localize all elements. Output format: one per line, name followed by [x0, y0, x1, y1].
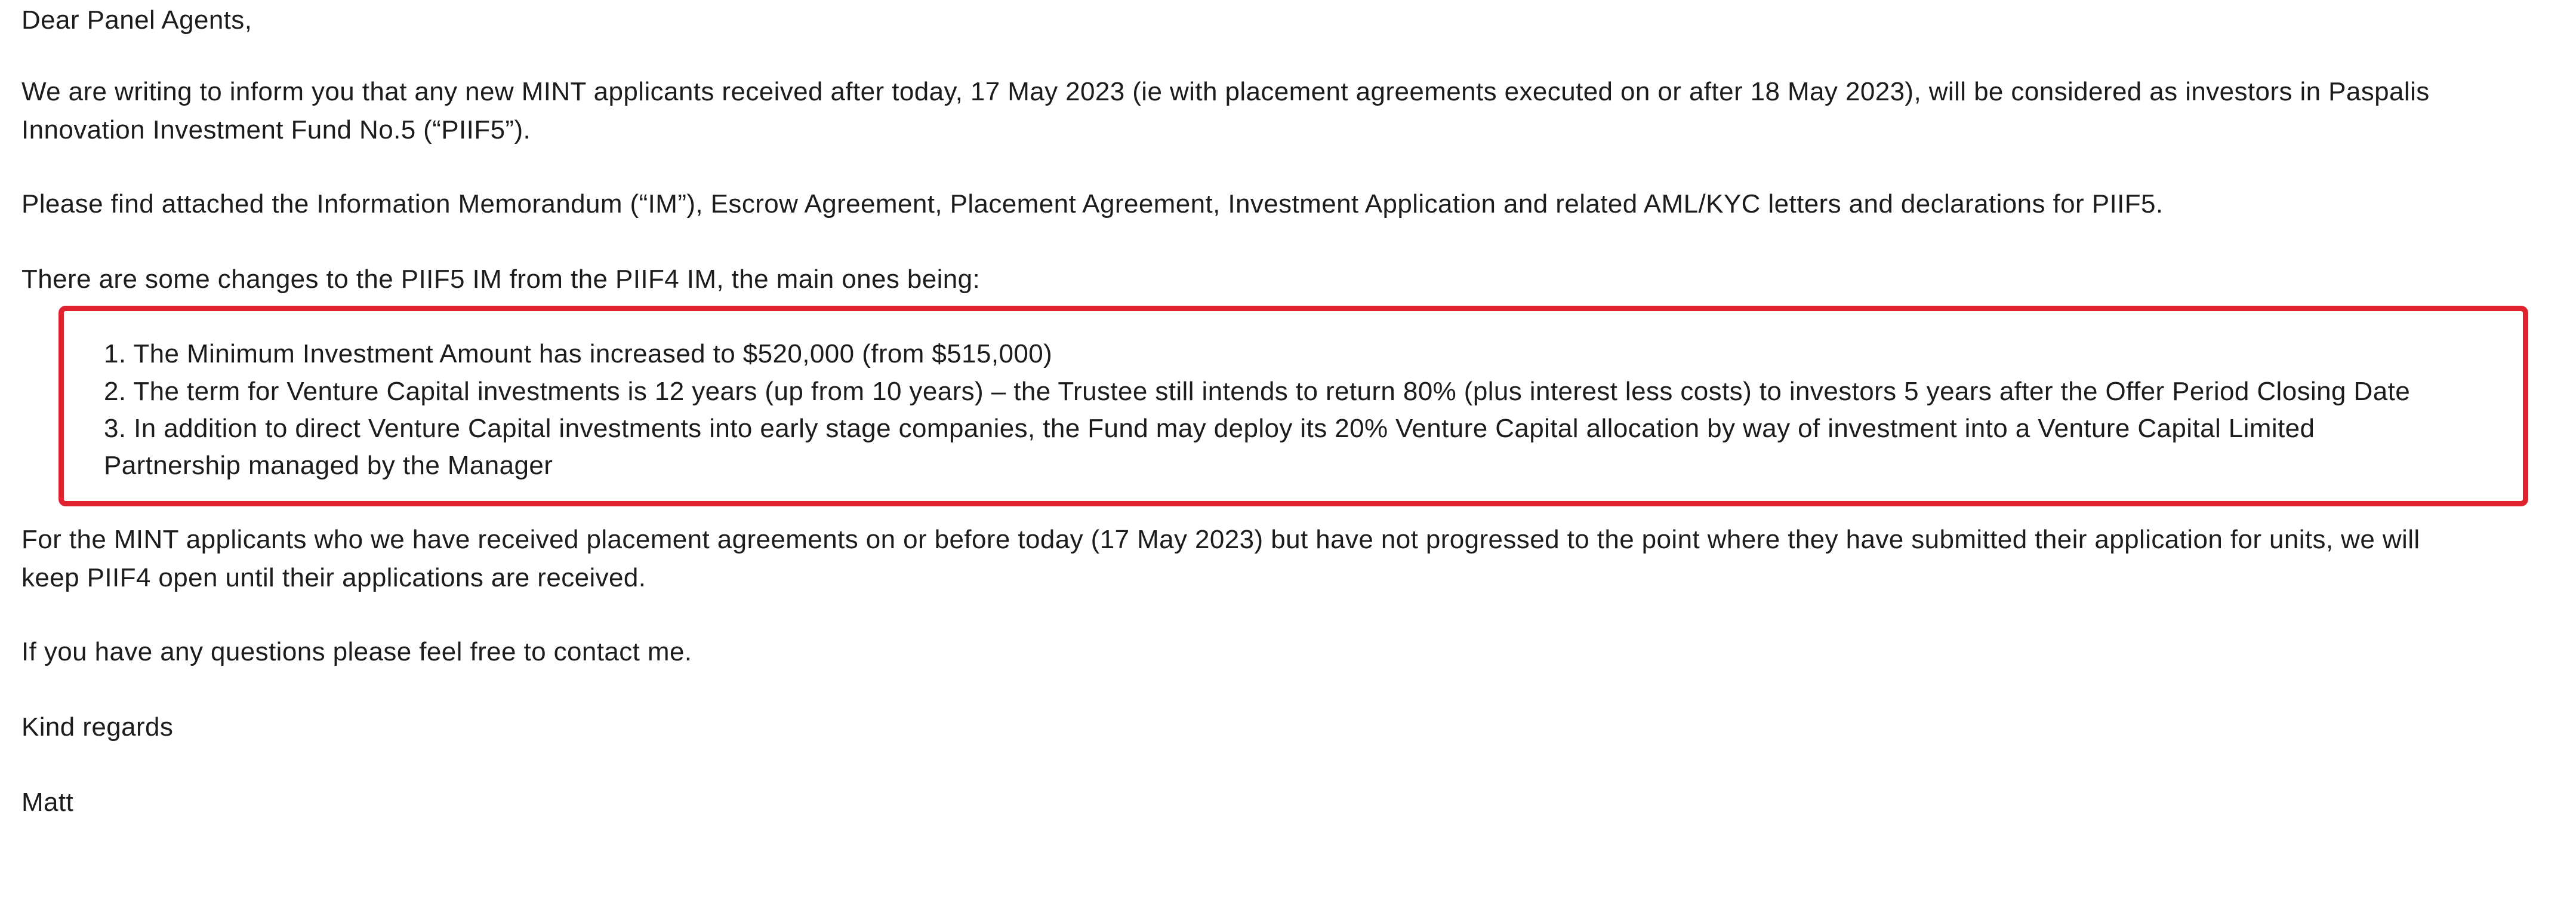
- paragraph-questions: If you have any questions please feel free to contact me.: [21, 637, 692, 666]
- paragraph-mint-applicants-line-2: keep PIIF4 open until their applications are received.: [21, 563, 646, 592]
- signature-name: Matt: [21, 788, 74, 817]
- paragraph-changes-intro: There are some changes to the PIIF5 IM from the PIIF4 IM, the main ones being:: [21, 265, 981, 294]
- paragraph-intro-line-1: We are writing to inform you that any new MINT applicants received after today, 17 May 2023 (ie with placement agreements executed on or after 18 May 2023), will be considered as investors in Paspalis: [21, 77, 2430, 106]
- change-item-3-line-2: Partnership managed by the Manager: [104, 451, 553, 480]
- email-greeting: Dear Panel Agents,: [21, 5, 252, 35]
- change-item-2: 2. The term for Venture Capital investments is 12 years (up from 10 years) – the Trustee still intends to return 80% (plus interest less costs) to investors 5 years after the Offer Period Closing Date: [104, 377, 2411, 406]
- paragraph-attachments: Please find attached the Information Memorandum (“IM”), Escrow Agreement, Placement Agreement, Investment Application and related AML/KYC letters and declarations for PIIF5.: [21, 189, 2164, 219]
- change-item-1: 1. The Minimum Investment Amount has increased to $520,000 (from $515,000): [104, 339, 1053, 368]
- paragraph-intro-line-2: Innovation Investment Fund No.5 (“PIIF5”).: [21, 115, 531, 145]
- change-item-3-line-1: 3. In addition to direct Venture Capital investments into early stage companies, the Fund may deploy its 20% Venture Capital allocation by way of investment into a Venture Capital Limited: [104, 414, 2315, 443]
- paragraph-mint-applicants-line-1: For the MINT applicants who we have received placement agreements on or before today (17 May 2023) but have not progressed to the point where they have submitted their application for units, we will: [21, 525, 2420, 554]
- closing-regards: Kind regards: [21, 712, 174, 742]
